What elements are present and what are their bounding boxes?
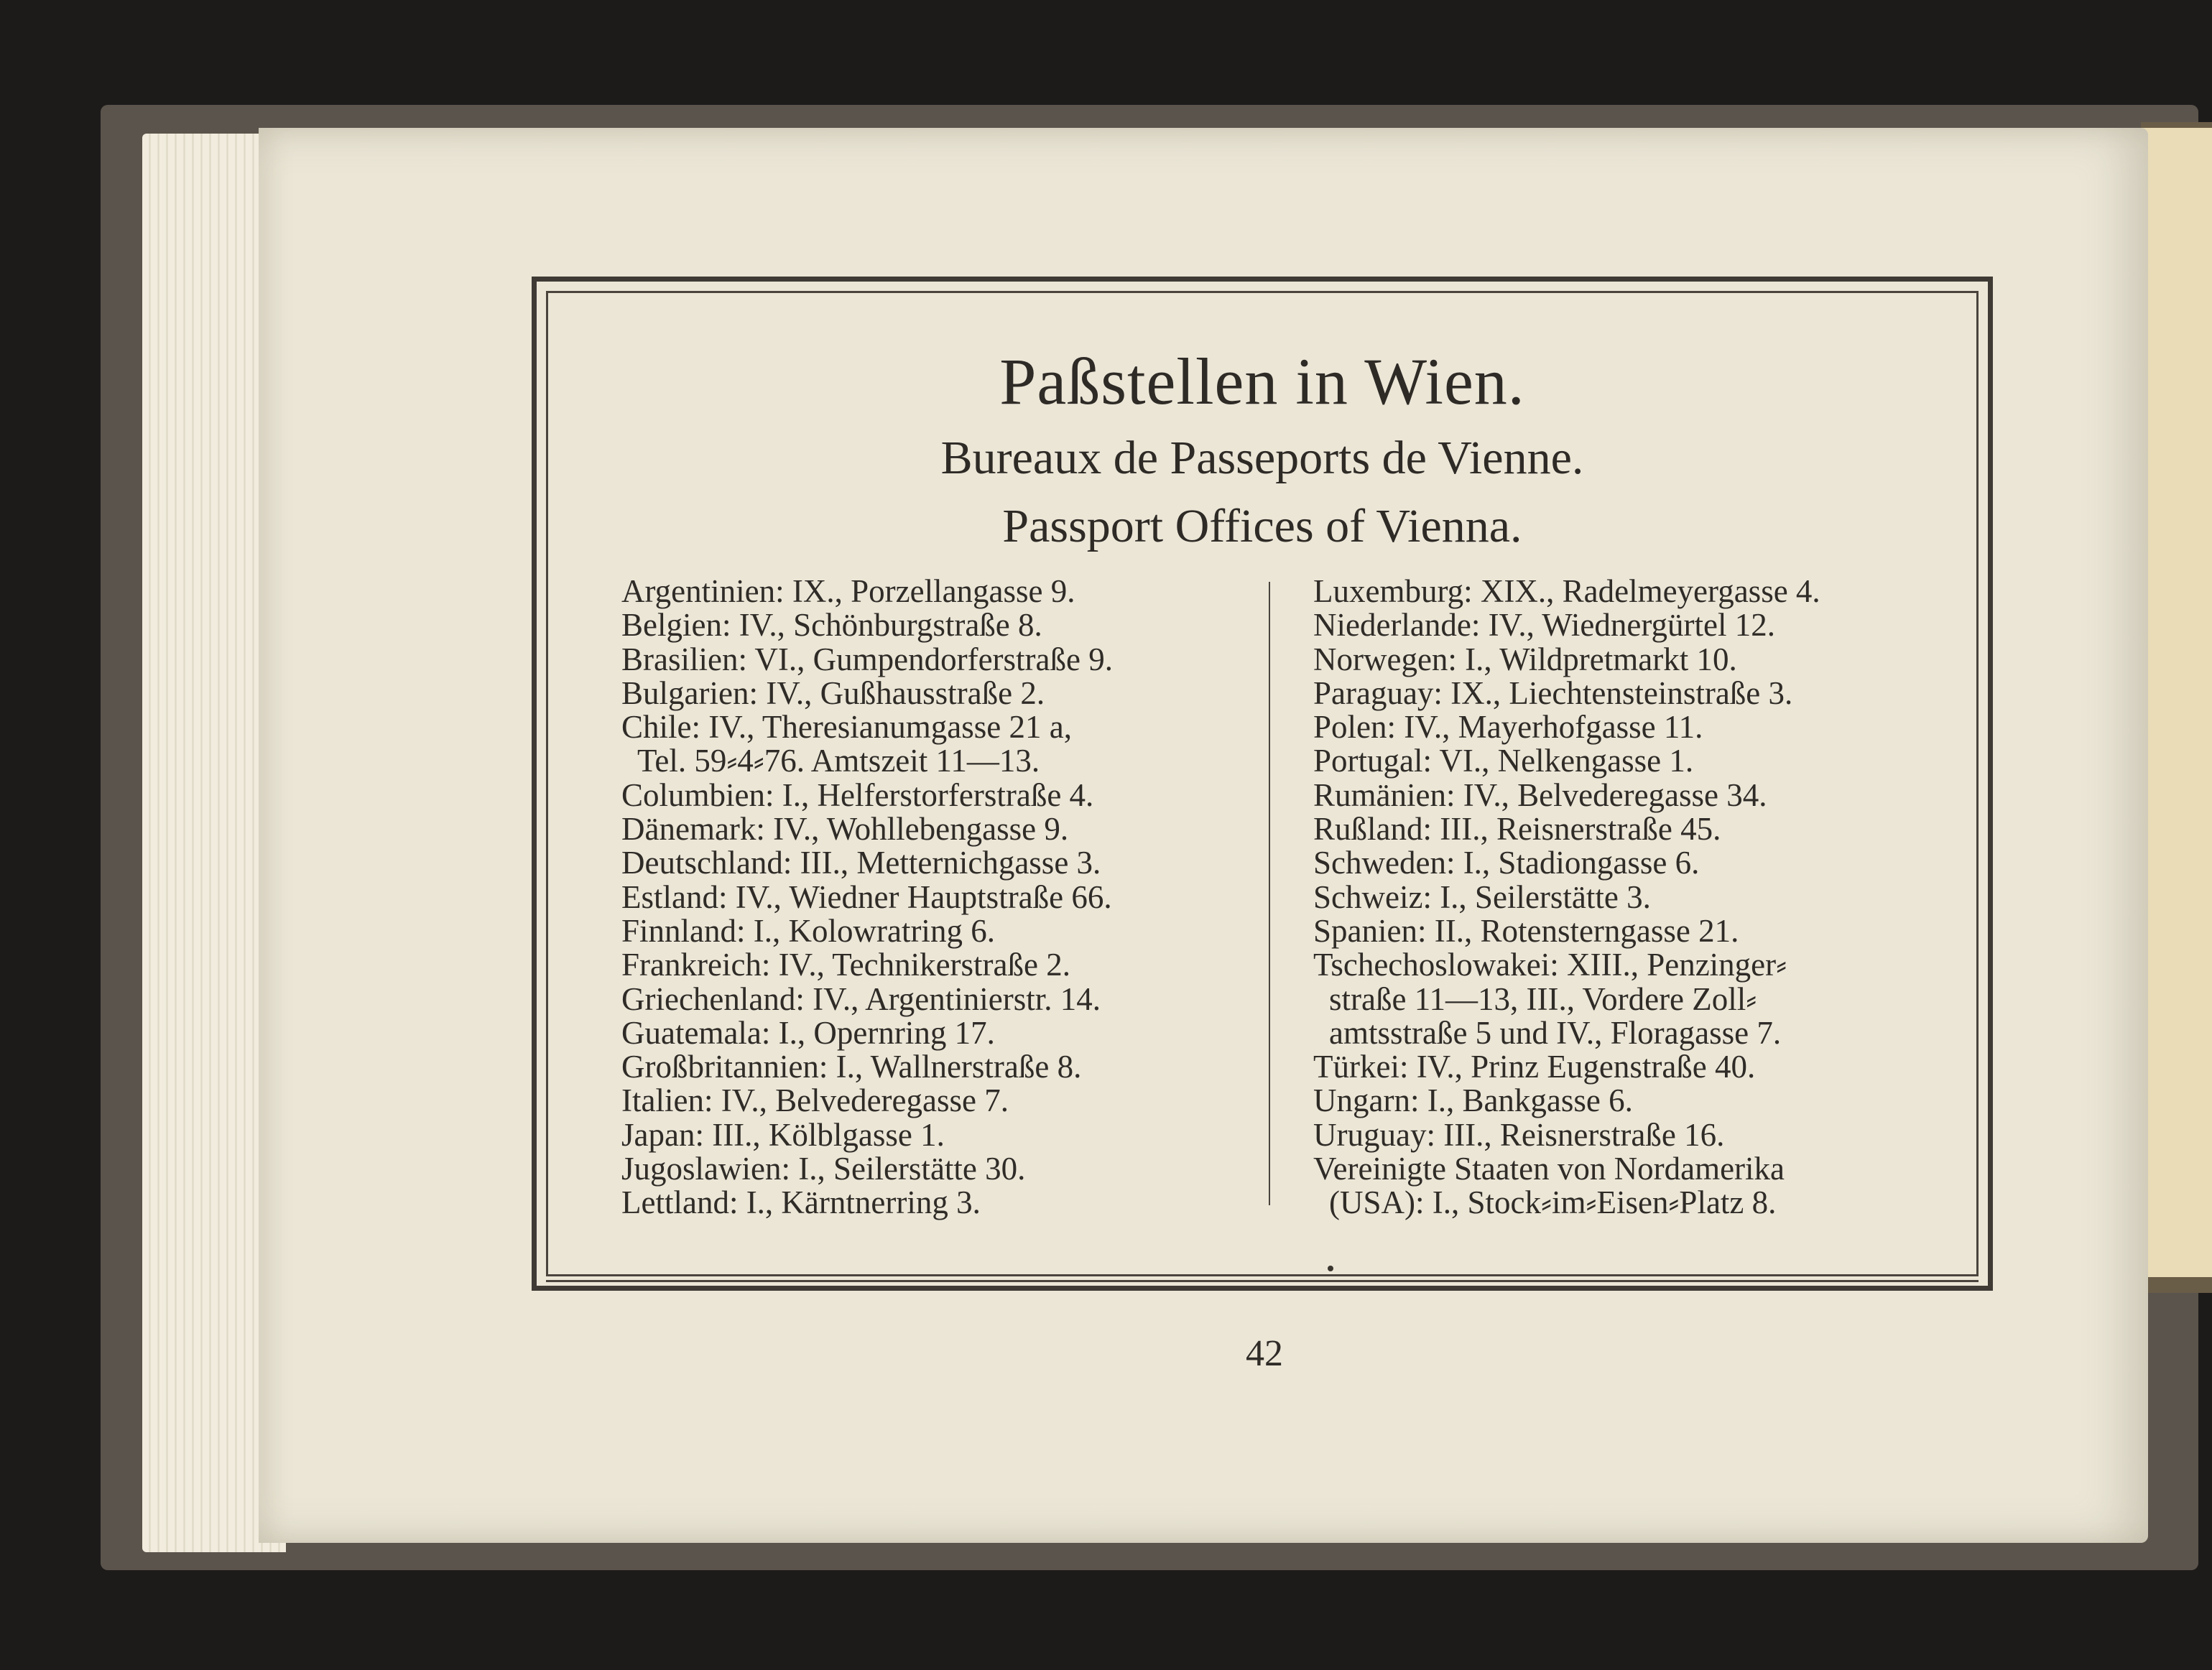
list-item: Vereinigte Staaten von Nordamerika	[1313, 1151, 1785, 1187]
list-item: (USA): I., Stock⸗im⸗Eisen⸗Platz 8.	[1329, 1184, 1777, 1221]
subtitle-french: Bureaux de Passeports de Vienne.	[940, 432, 1584, 484]
list-item: Belgien: IV., Schönburgstraße 8.	[621, 607, 1042, 644]
list-item: Jugoslawien: I., Seilerstätte 30.	[621, 1151, 1026, 1187]
list-item: Bulgarien: IV., Gußhausstraße 2.	[621, 674, 1045, 711]
list-item: Estland: IV., Wiedner Hauptstraße 66.	[621, 878, 1112, 915]
list-item: Luxemburg: XIX., Radelmeyergasse 4.	[1313, 573, 1820, 609]
list-item: Paraguay: IX., Liechtensteinstraße 3.	[1313, 674, 1793, 711]
list-item: Brasilien: VI., Gumpendorferstraße 9.	[621, 641, 1113, 677]
ornament-dot	[1328, 1266, 1333, 1271]
list-item: Columbien: I., Helferstorferstraße 4.	[621, 776, 1094, 813]
list-item: Niederlande: IV., Wiednergürtel 12.	[1313, 607, 1776, 644]
list-item: Guatemala: I., Opernring 17.	[621, 1014, 995, 1051]
list-item: Tschechoslowakei: XIII., Penzinger⸗	[1313, 947, 1787, 983]
list-item: Uruguay: III., Reisnerstraße 16.	[1313, 1116, 1725, 1153]
list-item: Frankreich: IV., Technikerstraße 2.	[621, 947, 1070, 983]
list-item: Portugal: VI., Nelkengasse 1.	[1313, 743, 1694, 779]
list-item: Argentinien: IX., Porzellangasse 9.	[621, 573, 1075, 609]
list-item: Finnland: I., Kolowratring 6.	[621, 912, 995, 949]
list-item: Türkei: IV., Prinz Eugenstraße 40.	[1313, 1049, 1756, 1085]
list-item: Lettland: I., Kärntnerring 3.	[621, 1184, 981, 1221]
list-item: Rumänien: IV., Belvederegasse 34.	[1313, 776, 1767, 813]
right-column	[1313, 575, 1917, 1220]
list-item: Großbritannien: I., Wallnerstraße 8.	[621, 1049, 1082, 1085]
list-item: Chile: IV., Theresianumgasse 21 a,	[621, 709, 1072, 746]
subtitle-english: Passport Offices of Vienna.	[1002, 500, 1522, 552]
list-item: Tel. 59⸗4⸗76. Amtszeit 11—13.	[637, 743, 1040, 779]
list-item: amtsstraße 5 und IV., Floragasse 7.	[1329, 1014, 1782, 1051]
left-column	[621, 575, 1254, 1220]
column-divider	[1269, 582, 1270, 1205]
frame-bottom-rule	[546, 1280, 1979, 1282]
list-item: Norwegen: I., Wildpretmarkt 10.	[1313, 641, 1737, 677]
page-title: Paßstellen in Wien.	[999, 345, 1525, 418]
list-item: straße 11—13, III., Vordere Zoll⸗	[1329, 980, 1757, 1017]
facing-page	[2137, 128, 2212, 1277]
page-number: 42	[1246, 1333, 1283, 1374]
list-item: Italien: IV., Belvederegasse 7.	[621, 1082, 1009, 1119]
list-item: Deutschland: III., Metternichgasse 3.	[621, 845, 1101, 881]
list-item: Rußland: III., Reisnerstraße 45.	[1313, 811, 1721, 848]
list-item: Ungarn: I., Bankgasse 6.	[1313, 1082, 1633, 1119]
list-item: Polen: IV., Mayerhofgasse 11.	[1313, 709, 1703, 746]
list-item: Griechenland: IV., Argentinierstr. 14.	[621, 980, 1101, 1017]
list-item: Japan: III., Kölblgasse 1.	[621, 1116, 945, 1153]
list-item: Spanien: II., Rotensterngasse 21.	[1313, 912, 1739, 949]
list-item: Dänemark: IV., Wohllebengasse 9.	[621, 811, 1069, 848]
list-item: Schweiz: I., Seilerstätte 3.	[1313, 878, 1651, 915]
list-item: Schweden: I., Stadiongasse 6.	[1313, 845, 1700, 881]
